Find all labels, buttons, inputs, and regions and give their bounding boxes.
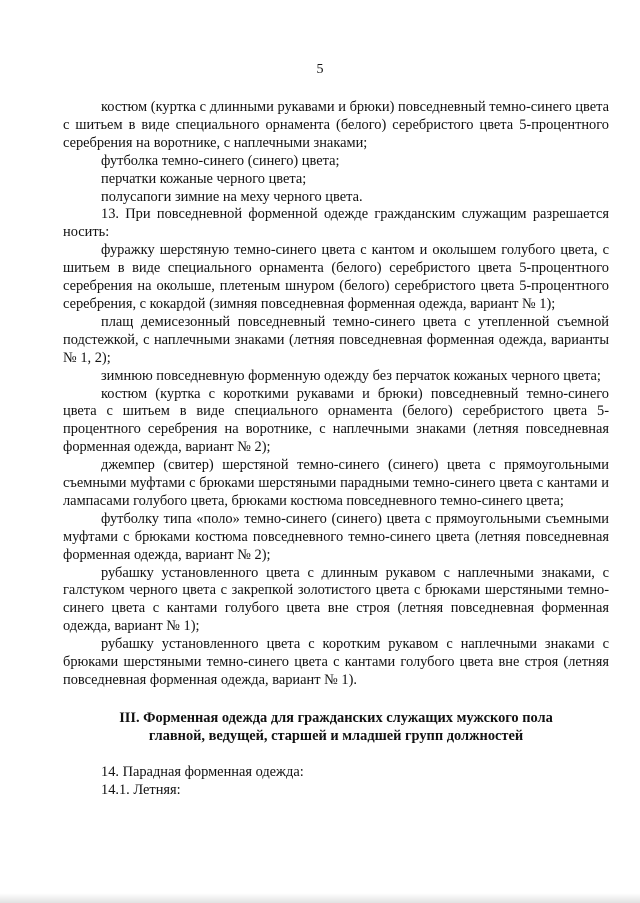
paragraph: футболка темно-синего (синего) цвета; bbox=[101, 152, 340, 169]
paragraph: плащ демисезонный повседневный темно-синего цвета с утепленной съемной подстежкой, с наплечными знаками (летняя повседневная форменная одежда, варианты № 1, 2); bbox=[63, 313, 609, 366]
scan-edge-shadow bbox=[0, 893, 640, 903]
document-body bbox=[63, 99, 609, 800]
paragraph: перчатки кожаные черного цвета; bbox=[101, 170, 307, 187]
page-number: 5 bbox=[316, 62, 324, 77]
clause-14: 14. Парадная форменная одежда: bbox=[101, 763, 304, 780]
section-heading-line: главной, ведущей, старшей и младшей групп должностей bbox=[148, 727, 524, 744]
paragraph: костюм (куртка с длинными рукавами и брюки) повседневный темно-синего цвета с шитьем в виде специального орнамента (белого) серебристого цвета 5-процентного серебрения на воротнике, с наплечными знаками; bbox=[63, 99, 609, 151]
paragraph: полусапоги зимние на меху черного цвета. bbox=[101, 188, 363, 205]
paragraph: футболку типа «поло» темно-синего (синего) цвета с прямоугольными съемными муфтами с брюками костюма повседневного темно-синего цвета (летняя повседневная форменная одежда, вариант № 2); bbox=[63, 510, 609, 563]
paragraph: зимнюю повседневную форменную одежду без перчаток кожаных черного цвета; bbox=[101, 367, 601, 384]
paragraph: рубашку установленного цвета с коротким рукавом с наплечными знаками с брюками шерстяными темно-синего цвета с кантами голубого цвета вне строя (летняя повседневная форменная одежда, вариант № 1). bbox=[63, 636, 609, 688]
section-heading-line: III. Форменная одежда для гражданских служащих мужского пола bbox=[119, 709, 553, 726]
paragraph: рубашку установленного цвета с длинным рукавом с наплечными знаками, с галстуком черного цвета с закрепкой золотистого цвета с брюками шерстяными темно-синего цвета с кантами голубого цвета вне строя (летняя повседневная форменная одежда, вариант № 1); bbox=[63, 564, 609, 635]
paragraph: фуражку шерстяную темно-синего цвета с кантом и околышем голубого цвета, с шитьем в виде специального орнамента (белого) серебристого цвета 5-процентного серебрения на околыше, плетеным шнуром (белого) серебристого цвета 5-процентного серебрения, с кокардой (зимняя повседневная форменная одежда, вариант № 1); bbox=[63, 242, 609, 312]
clause-14-1: 14.1. Летняя: bbox=[101, 781, 181, 798]
clause-13: 13. При повседневной форменной одежде гражданским служащим разрешается носить: bbox=[63, 206, 609, 241]
section-heading bbox=[63, 709, 609, 745]
paragraph: джемпер (свитер) шерстяной темно-синего (синего) цвета с прямоугольными съемными муфтами с брюками шерстяными парадными темно-синего цвета с кантами и лампасами голубого цвета, брюками костюма повседневного темно-синего цвета; bbox=[63, 457, 609, 509]
paragraph: костюм (куртка с короткими рукавами и брюки) повседневный темно-синего цвета с шитьем в виде специального орнамента (белого) серебристого цвета 5-процентного серебрения на воротнике, с наплечными знаками (летняя повседневная форменная одежда, вариант № 2); bbox=[63, 385, 609, 456]
